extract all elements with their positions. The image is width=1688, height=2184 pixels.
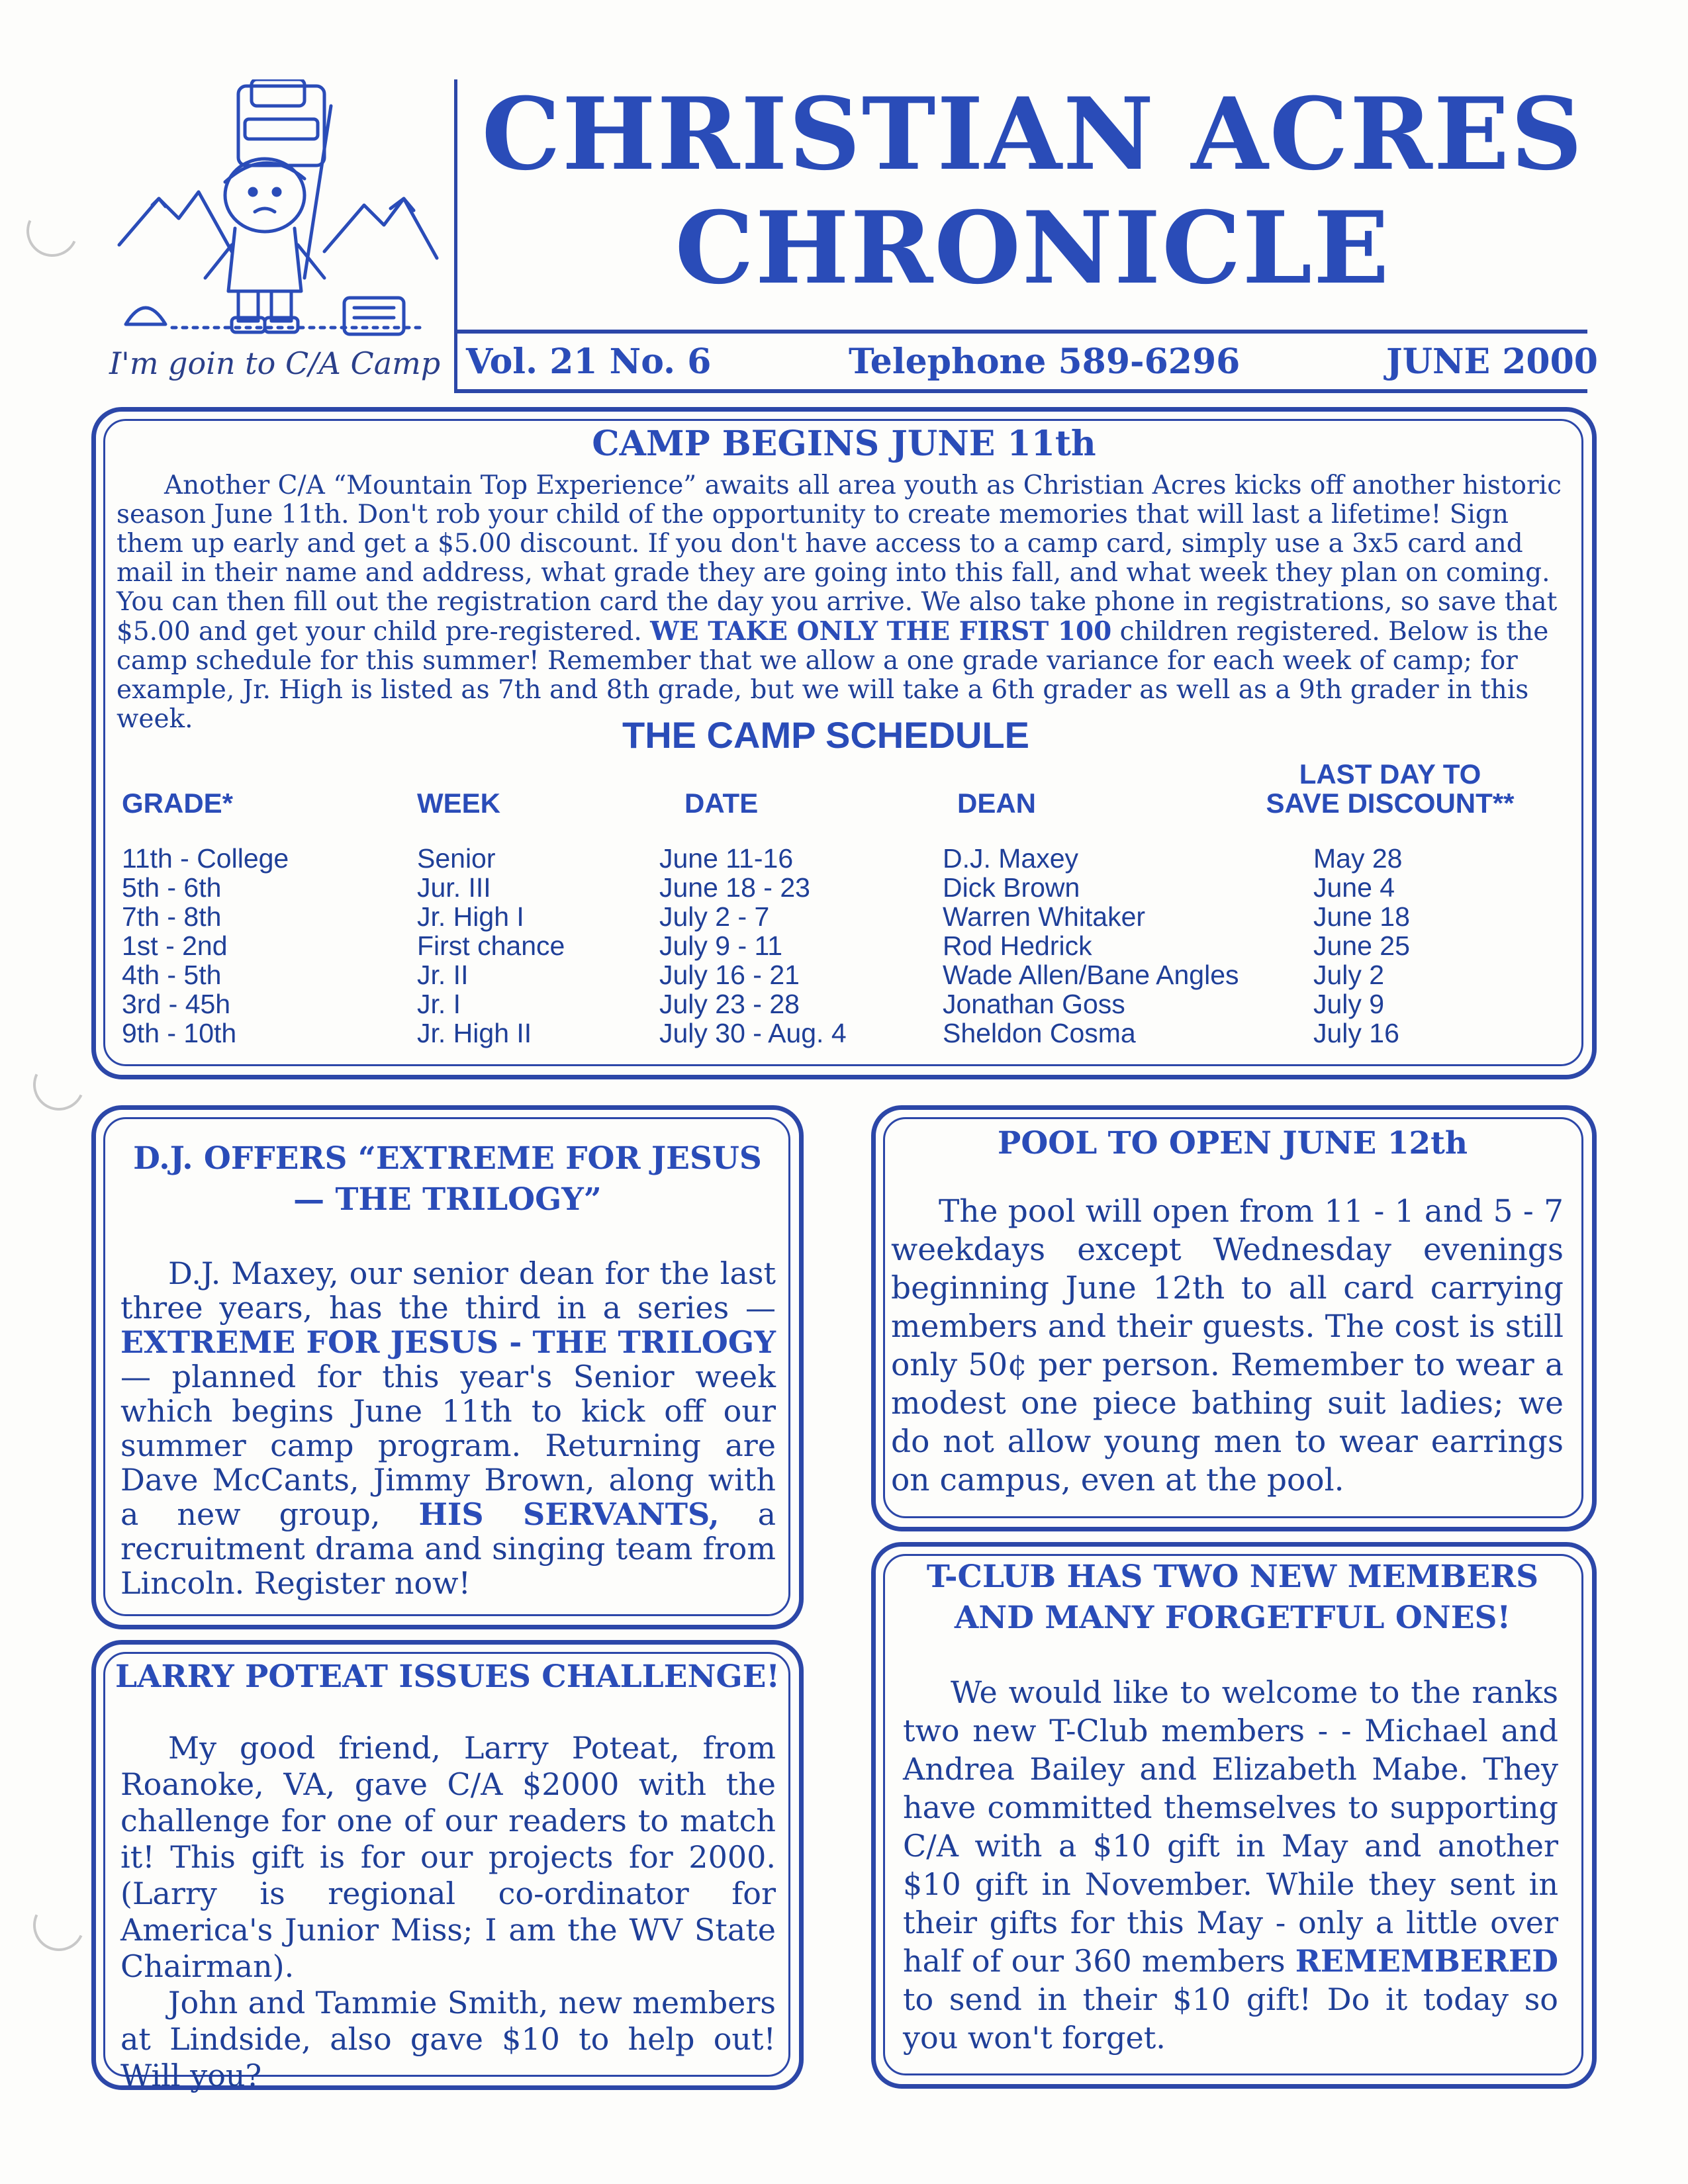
col-header-date: DATE <box>684 788 759 819</box>
larry-paragraph: John and Tammie Smith, new members at Lindside, also gave $10 to help out! Will you? <box>120 1985 776 2093</box>
camp-line: You can then fill out the registration card the day you arrive. We also take phone in registrations, so save that <box>117 587 1558 617</box>
cell-dean: Rod Hedrick <box>943 931 1092 961</box>
cell-date: June 11-16 <box>659 843 794 874</box>
table-row <box>122 1018 1545 1047</box>
binder-hole <box>26 1052 92 1118</box>
cell-date: July 16 - 21 <box>659 960 800 990</box>
cell-grade: 3rd - 45h <box>122 989 231 1019</box>
cell-grade: 11th - College <box>122 843 289 874</box>
newsletter-title-line1: CHRISTIAN ACRES <box>481 76 1584 193</box>
cell-grade: 5th - 6th <box>122 872 222 903</box>
col-header-grade: GRADE* <box>122 788 234 819</box>
table-row <box>122 931 1545 960</box>
cell-week: Senior <box>417 843 496 874</box>
tclub-article-body <box>903 1673 1558 2057</box>
cell-grade: 9th - 10th <box>122 1018 237 1048</box>
cell-date: July 2 - 7 <box>659 901 770 932</box>
camper-logo <box>106 79 450 344</box>
dj-article-body <box>120 1256 776 1600</box>
camp-article-body <box>117 471 1568 734</box>
pool-article-body: The pool will open from 11 - 1 and 5 - 7 weekdays except Wednesday evenings beginning June 12th to all card carrying members and their guests. The cost is still only 50¢ per person. Remember to wear a modest one piece bathing suit ladies; we do not allow young men to wear earrings on campus, even at the pool. <box>891 1193 1564 1498</box>
volume-number: Vol. 21 No. 6 <box>466 341 712 382</box>
his-servants: HIS SERVANTS, <box>418 1496 720 1532</box>
dj-heading-line: D.J. OFFERS “EXTREME FOR JESUS <box>133 1140 762 1177</box>
masthead-rule-top <box>454 330 1587 334</box>
col-header-week: WEEK <box>417 788 500 819</box>
newsletter-title-line2: CHRONICLE <box>675 190 1391 306</box>
cell-week: Jr. I <box>417 989 461 1019</box>
tclub-text: We would like to welcome to the ranks two new T-Club members - - Michael and Andrea Bailey and Elizabeth Mabe. They have committed themselves to supporting C/A with a $10 gift in May and another $10 gift in November. While they sent in their gifts for this May - only a little over half of our 360 members <box>903 1674 1558 1979</box>
cell-week: Jr. II <box>417 960 469 990</box>
schedule-table <box>122 843 1545 1047</box>
tagline: I'm goin to C/A Camp <box>109 345 441 381</box>
table-row <box>122 960 1545 989</box>
cell-date: July 9 - 11 <box>659 931 783 961</box>
remembered-emphasis: REMEMBERED <box>1295 1943 1558 1979</box>
cell-dean: Jonathan Goss <box>943 989 1125 1019</box>
pool-heading: POOL TO OPEN JUNE 12th <box>997 1125 1468 1161</box>
cell-dean: Dick Brown <box>943 872 1080 903</box>
camp-line: mail in their name and address, what grade they are going into this fall, and what week they plan on coming. <box>117 558 1550 588</box>
dj-text: D.J. Maxey, our senior dean for the last three years, has the third in a series — <box>120 1255 776 1326</box>
cell-last-day: July 2 <box>1313 960 1385 990</box>
issue-date: JUNE 2000 <box>1386 341 1598 382</box>
table-row <box>122 872 1545 901</box>
dj-heading-line: — THE TRILOGY” <box>293 1181 602 1218</box>
cell-date: July 30 - Aug. 4 <box>659 1018 847 1048</box>
cell-last-day: July 16 <box>1313 1018 1399 1048</box>
camp-heading: CAMP BEGINS JUNE 11th <box>592 424 1096 464</box>
camp-line: camp schedule for this summer! Remember that we allow a one grade variance for each week of camp; for <box>117 646 1518 676</box>
cell-week: First chance <box>417 931 565 961</box>
binder-hole <box>26 1892 92 1958</box>
masthead-divider <box>454 79 457 390</box>
cell-dean: Wade Allen/Bane Angles <box>943 960 1239 990</box>
col-header-dean: DEAN <box>957 788 1037 819</box>
table-row <box>122 843 1545 872</box>
camp-line-part: $5.00 and get your child pre-registered. <box>117 617 642 647</box>
col-header-last-day-2: SAVE DISCOUNT** <box>1266 788 1515 819</box>
cell-week: Jr. High I <box>417 901 524 932</box>
binder-hole <box>19 198 85 264</box>
cell-dean: D.J. Maxey <box>943 843 1079 874</box>
camp-line: example, Jr. High is listed as 7th and 8th grade, but we will take a 6th grader as well as a 9th grader in this <box>117 675 1529 705</box>
larry-article-body <box>120 1730 776 2094</box>
cell-last-day: June 18 <box>1313 901 1410 932</box>
schedule-title: THE CAMP SCHEDULE <box>622 714 1030 756</box>
cell-grade: 4th - 5th <box>122 960 222 990</box>
camp-line: season June 11th. Don't rob your child of the opportunity to create memories that will last a lifetime! Sign <box>117 500 1509 529</box>
tclub-heading-line: AND MANY FORGETFUL ONES! <box>954 1600 1511 1636</box>
dj-trilogy-title: EXTREME FOR JESUS - THE TRILOGY <box>120 1324 776 1360</box>
cell-last-day: June 25 <box>1313 931 1410 961</box>
cell-grade: 1st - 2nd <box>122 931 228 961</box>
larry-heading: LARRY POTEAT ISSUES CHALLENGE! <box>115 1659 780 1695</box>
cell-date: June 18 - 23 <box>659 872 810 903</box>
tclub-heading <box>884 1557 1581 1639</box>
cell-dean: Sheldon Cosma <box>943 1018 1136 1048</box>
cell-last-day: May 28 <box>1313 843 1403 874</box>
tclub-heading-line: T-CLUB HAS TWO NEW MEMBERS <box>926 1559 1539 1595</box>
tclub-text: to send in their $10 gift! Do it today so you won't forget. <box>903 1981 1558 2056</box>
camp-line-with-emphasis <box>117 617 1568 647</box>
cell-week: Jur. III <box>417 872 491 903</box>
telephone: Telephone 589-6296 <box>849 341 1241 382</box>
camp-line: week. <box>117 704 193 734</box>
col-header-last-day-1: LAST DAY TO <box>1299 758 1481 790</box>
masthead-rule-bottom <box>454 389 1587 393</box>
dj-text: — planned for this year's Senior week which begins June 11th to kick off our summer camp program. Returning are Dave McCants, Jimmy Brown, along with a new group, <box>120 1359 776 1532</box>
table-row <box>122 989 1545 1018</box>
cell-last-day: July 9 <box>1313 989 1385 1019</box>
dj-heading <box>106 1138 789 1220</box>
table-row <box>122 901 1545 931</box>
dj-text: a recruitment drama and singing team from Lincoln. Register now! <box>120 1496 776 1601</box>
camp-line: them up early and get a $5.00 discount. If you don't have access to a camp card, simply use a 3x5 card and <box>117 529 1523 559</box>
registration-limit: WE TAKE ONLY THE FIRST 100 <box>650 616 1112 647</box>
cell-week: Jr. High II <box>417 1018 532 1048</box>
cell-last-day: June 4 <box>1313 872 1395 903</box>
cell-dean: Warren Whitaker <box>943 901 1146 932</box>
camp-line-part: children registered. Below is the <box>1119 617 1549 647</box>
larry-paragraph: My good friend, Larry Poteat, from Roanoke, VA, gave C/A $2000 with the challenge for one of our readers to match it! This gift is for our projects for 2000. (Larry is regional co-ordinator for America's Junior Miss; I am the WV State Chairman). <box>120 1730 776 1984</box>
camp-line: Another C/A “Mountain Top Experience” awaits all area youth as Christian Acres kicks off another historic <box>164 471 1562 500</box>
cell-grade: 7th - 8th <box>122 901 222 932</box>
cell-date: July 23 - 28 <box>659 989 800 1019</box>
